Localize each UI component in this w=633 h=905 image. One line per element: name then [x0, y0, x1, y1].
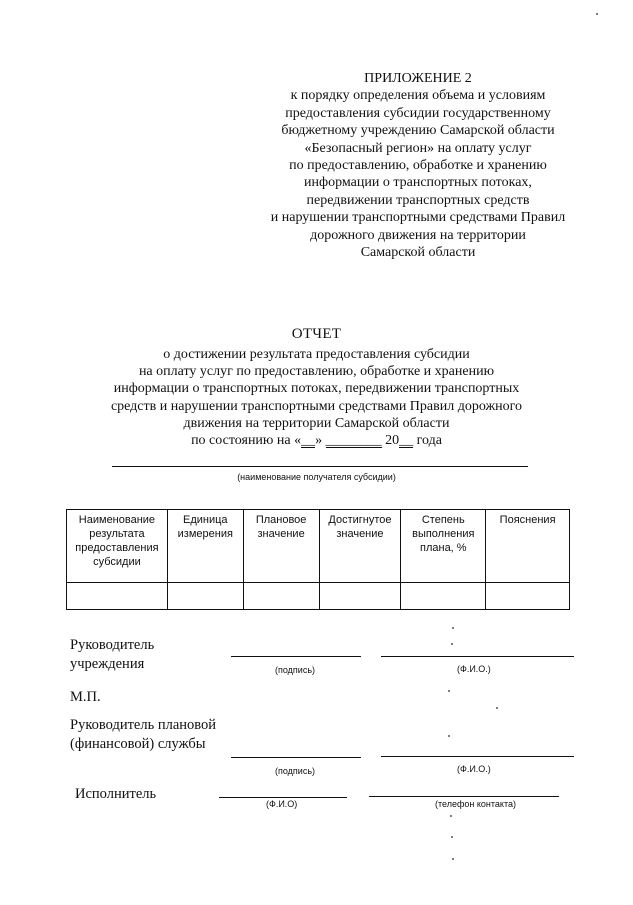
table-row [67, 583, 570, 610]
scan-speck [451, 836, 453, 838]
report-date-line [60, 432, 573, 449]
report-subtitle-line: средств и нарушении транспортными средствами Правил дорожного [110, 398, 523, 414]
scan-speck [452, 858, 454, 860]
planning-head-signature-caption: (подпись) [275, 766, 316, 776]
scan-speck [450, 815, 452, 817]
head-label-line1: Руководитель [70, 637, 155, 653]
report-subtitle-line: информации о транспортных потоках, передвижении транспортных [113, 381, 520, 397]
appendix-title: ПРИЛОЖЕНИЕ 2 [364, 71, 472, 86]
date-prefix: по состоянию на « [191, 433, 302, 449]
executor-name-caption: (Ф.И.О) [266, 799, 298, 809]
scan-speck [448, 690, 450, 692]
appendix-line: по предоставлению, обработке и хранению [289, 158, 547, 174]
results-table [66, 509, 570, 610]
column-header-completion: Степень выполнения плана, % [401, 510, 486, 583]
planning-head-name-field[interactable] [381, 756, 574, 757]
table-cell[interactable] [486, 583, 570, 610]
appendix-line: информации о транспортных потоках, [304, 175, 532, 191]
appendix-line: предоставления субсидии государственному [285, 105, 551, 121]
head-signature-field[interactable] [231, 656, 361, 657]
scan-speck [448, 735, 450, 737]
appendix-line: и нарушении транспортными средствами Правил [270, 210, 566, 226]
scan-speck [596, 13, 598, 15]
table-cell[interactable] [67, 583, 168, 610]
planning-head-name-caption: (Ф.И.О.) [457, 764, 491, 774]
executor-phone-caption: (телефон контакта) [435, 799, 516, 809]
appendix-line: передвижении транспортных средств [306, 192, 530, 208]
table-header-row [67, 510, 570, 583]
scan-speck [451, 643, 453, 645]
report-subtitle [60, 346, 573, 449]
appendix-line: дорожного движения на территории [310, 227, 526, 243]
planning-head-label-line2: (финансовой) службы [70, 736, 206, 752]
report-subtitle-line: о достижении результата предоставления субсидии [163, 347, 470, 362]
report-subtitle-line: движения на территории Самарской области [183, 415, 450, 431]
scan-speck [452, 627, 454, 629]
executor-label: Исполнитель [75, 786, 157, 802]
planning-head-label [70, 716, 216, 754]
table-cell[interactable] [319, 583, 401, 610]
column-header-unit: Единица измерения [167, 510, 243, 583]
planning-head-label-line1: Руководитель плановой [70, 717, 217, 733]
date-mid: » [315, 433, 323, 449]
executor-phone-field[interactable] [369, 796, 559, 797]
date-year-field[interactable]: __ [399, 433, 414, 449]
recipient-name-field[interactable] [112, 466, 528, 467]
date-year-prefix: 20 [385, 433, 400, 449]
head-name-field[interactable] [381, 656, 574, 657]
stamp-label: М.П. [70, 689, 101, 705]
report-subtitle-line: на оплату услуг по предоставлению, обработке и хранению [138, 364, 495, 380]
date-suffix: года [416, 433, 442, 449]
column-header-planned: Плановое значение [243, 510, 319, 583]
column-header-notes: Пояснения [486, 510, 570, 583]
table-cell[interactable] [167, 583, 243, 610]
table-cell[interactable] [243, 583, 319, 610]
date-month-field[interactable]: ________ [325, 433, 382, 449]
scan-speck [496, 707, 498, 709]
report-title: ОТЧЕТ [291, 326, 342, 342]
head-label-line2: учреждения [70, 656, 145, 672]
date-day-field[interactable]: __ [301, 433, 316, 449]
table-cell[interactable] [401, 583, 486, 610]
appendix-line: к порядку определения объема и условиям [290, 88, 546, 104]
appendix-header [250, 70, 586, 261]
column-header-achieved: Достигнутое значение [319, 510, 401, 583]
head-signature-caption: (подпись) [275, 665, 316, 675]
column-header-result-name: Наименование результата предоставления субсидии [67, 510, 168, 583]
appendix-line: бюджетному учреждению Самарской области [281, 123, 555, 139]
head-label [70, 636, 154, 674]
recipient-caption: (наименование получателя субсидии) [237, 472, 396, 482]
head-name-caption: (Ф.И.О.) [457, 664, 491, 674]
appendix-line: Самарской области [360, 245, 476, 261]
planning-head-signature-field[interactable] [231, 757, 361, 758]
appendix-line: «Безопасный регион» на оплату услуг [304, 140, 532, 156]
executor-name-field[interactable] [219, 797, 347, 798]
